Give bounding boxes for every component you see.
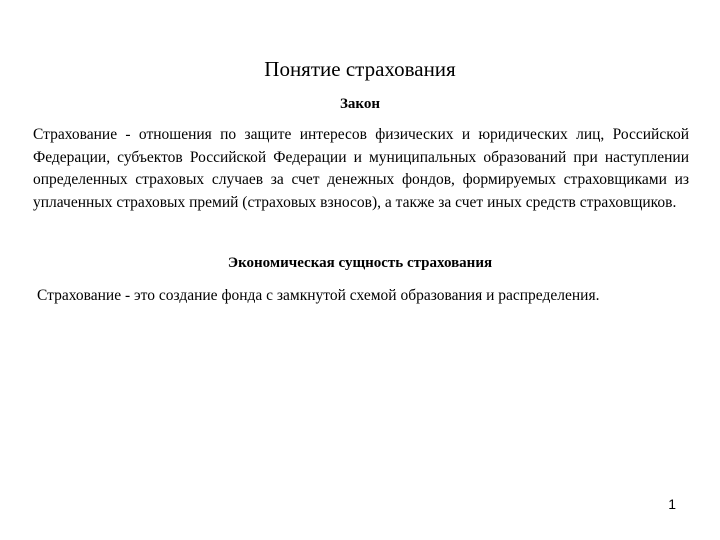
economic-essence-heading: Экономическая сущность страхования bbox=[227, 255, 493, 271]
page-number: 1 bbox=[668, 496, 676, 512]
page-title: Понятие страхования bbox=[264, 57, 456, 81]
economic-definition-paragraph: Страхование - это создание фонда с замкнутой схемой образования и распределения. bbox=[37, 287, 600, 304]
law-definition-paragraph: Страхование - отношения по защите интересов физических и юридических лиц, Российской Федерации, субъектов Российской Федерации и муниципальных образований при наступлении определенных страховых случаев за счет денежных фондов, формируемых страховщиками из уплаченных страховых премий (страховых взносов), а также за счет иных средств страховщиков. bbox=[33, 126, 689, 211]
law-heading: Закон bbox=[339, 96, 380, 112]
